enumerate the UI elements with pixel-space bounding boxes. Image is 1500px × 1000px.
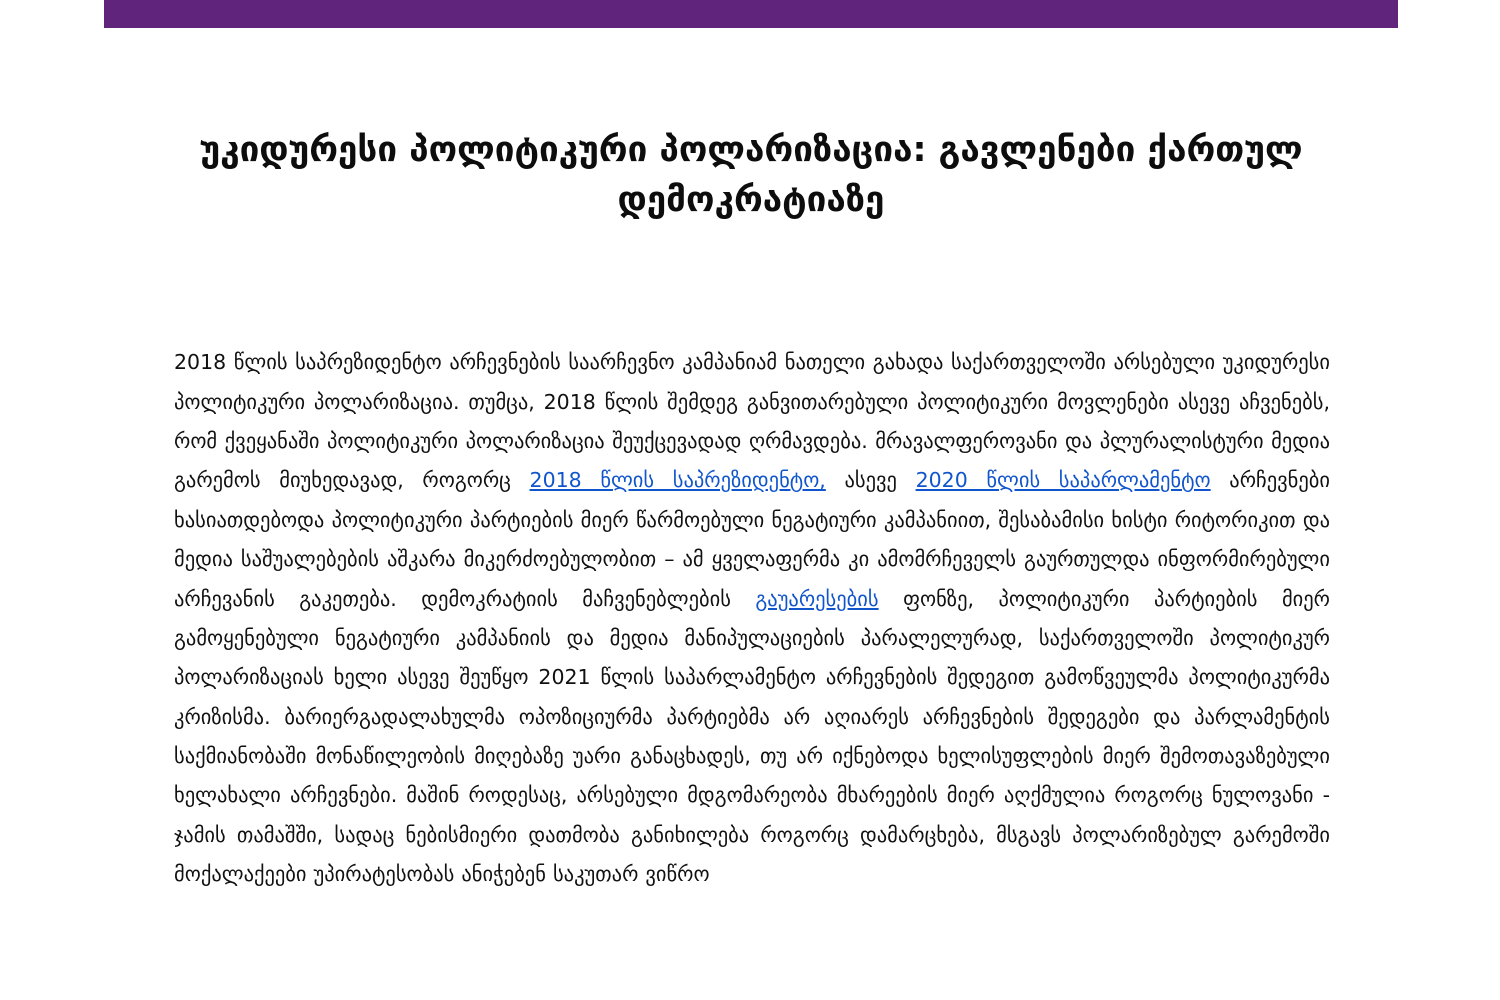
body-paragraph — [174, 343, 1330, 894]
page-title: უკიდურესი პოლიტიკური პოლარიზაცია: გავლენები ქართულ დემოკრატიაზე — [199, 130, 1303, 220]
body-text-run: 2018 წლის საპრეზიდენტო არჩევნების საარჩევნო კამპანიამ ნათელი გახადა საქართველოში არსებული უკიდურესი პოლიტიკური პოლარიზაცია. თუმცა, 2018 წლის შემდეგ განვითარებული პოლიტიკური მოვლენები ასევე აჩვენებს, რომ ქვეყანაში პოლიტიკური პოლარიზაცია შეუქცევადად ღრმავდება. მრავალფეროვანი და პლურალისტური მედია გარემოს მიუხედავად, როგორც — [174, 350, 1330, 493]
document-body — [104, 225, 1398, 894]
body-text-run: ასევე — [825, 468, 916, 493]
page-margin-left — [0, 0, 104, 1000]
page-margin-right — [1396, 0, 1500, 1000]
header-accent-bar — [104, 0, 1398, 28]
body-link[interactable]: 2018 წლის საპრეზიდენტო, — [529, 468, 826, 493]
body-link[interactable]: გაუარესების — [755, 586, 879, 611]
body-text-run: ფონზე, პოლიტიკური პარტიების მიერ გამოყენებული ნეგატიური კამპანიის და მედია მანიპულაციების პარალელურად, საქართველოში პოლიტიკურ პოლარიზაციას ხელი ასევე შეუწყო 2021 წლის საპარლამენტო არჩევნების შედეგით გამოწვეულმა პოლიტიკურმა კრიზისმა. ბარიერგადალახულმა ოპოზიციურმა პარტიებმა არ აღიარეს არჩევნების შედეგები და პარლამენტის საქმიანობაში მონაწილეობის მიღებაზე უარი განაცხადეს, თუ არ იქნებოდა ხელისუფლების მიერ შემოთავაზებული ხელახალი არჩევნები. მაშინ როდესაც, არსებული მდგომარეობა მხარეების მიერ აღქმულია როგორც ნულოვანი - ჯამის თამაშში, სადაც ნებისმიერი დათმობა განიხილება როგორც დამარცხება, მსგავს პოლარიზებულ გარემოში მოქალაქეები უპირატესობას ანიჭებენ საკუთარ ვიწრო — [174, 586, 1330, 887]
document-content — [104, 28, 1398, 1000]
body-text-run: არჩევნები ხასიათდებოდა პოლიტიკური პარტიების მიერ წარმოებული ნეგატიური კამპანიით, შესაბამისი ხისტი რიტორიკით და მედია საშუალებების აშკარა მიკერძოებულობით – ამ ყველაფერმა კი ამომრჩეველს გაურთულდა ინფორმირებული არჩევანის გაკეთება. დემოკრატიის მაჩვენებლების — [174, 468, 1331, 611]
body-link[interactable]: 2020 წლის საპარლამენტო — [915, 468, 1211, 493]
